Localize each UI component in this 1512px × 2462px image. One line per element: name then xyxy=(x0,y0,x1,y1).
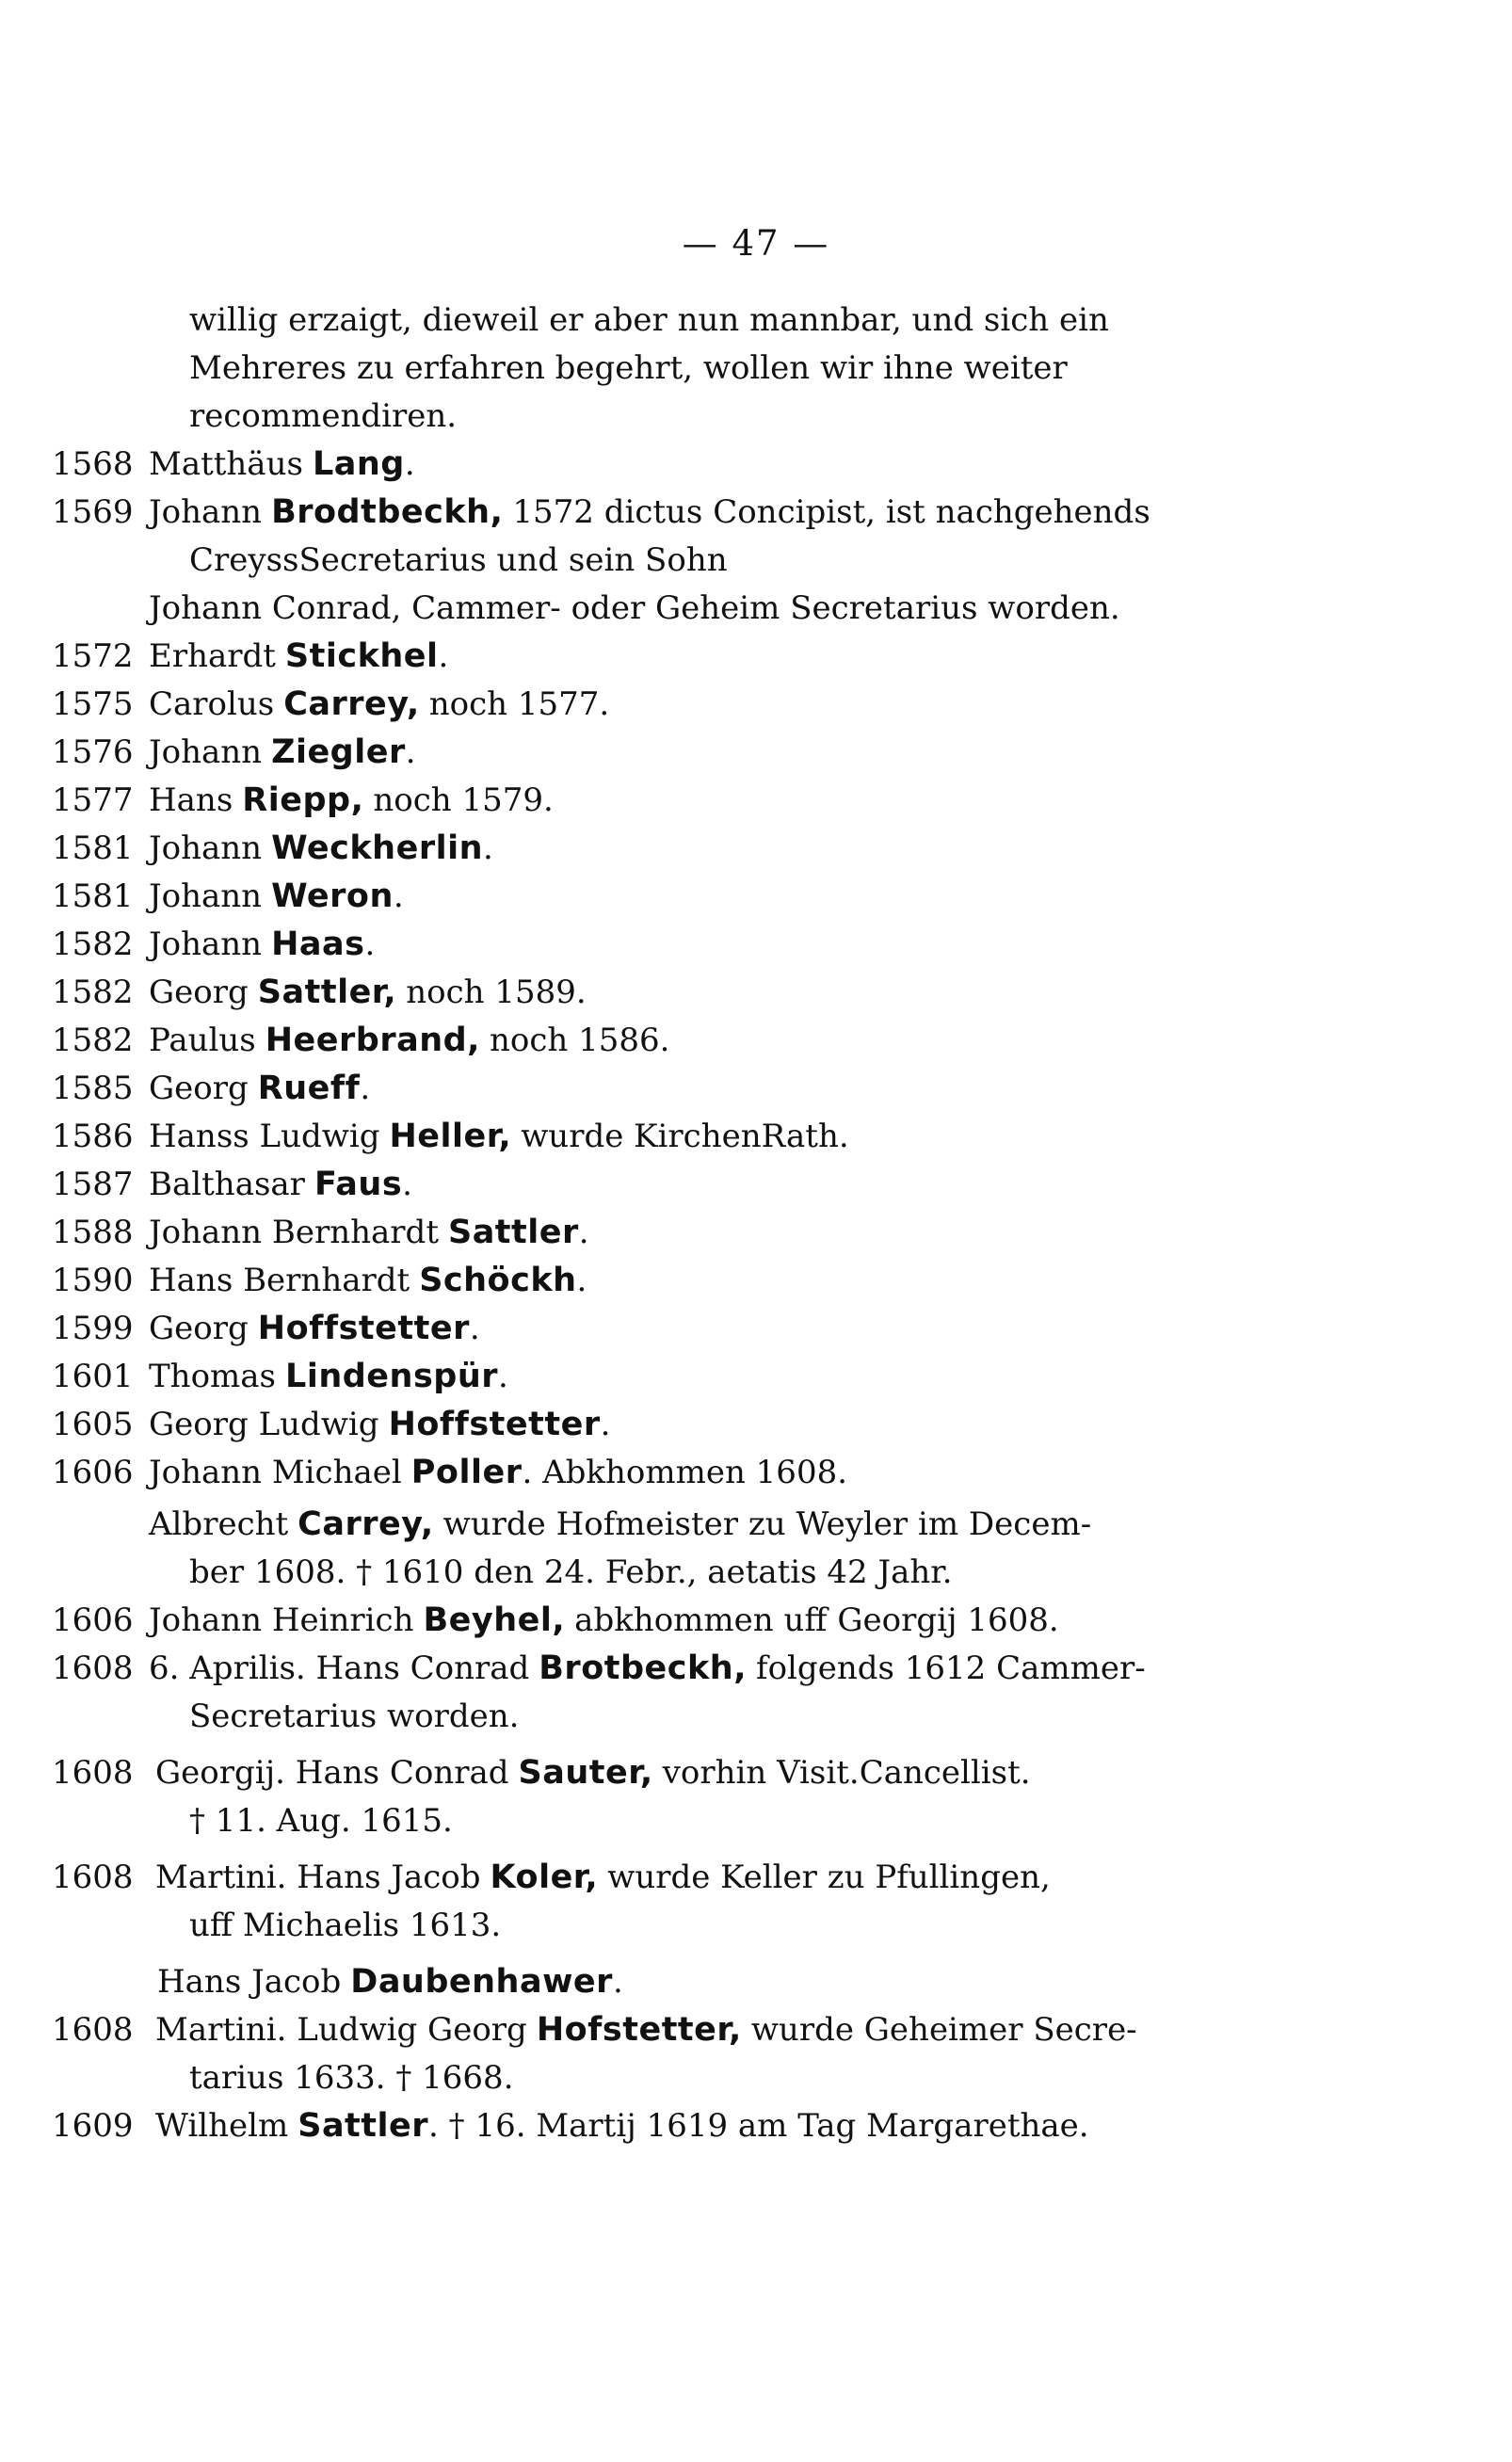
entry-year: 1577 xyxy=(52,781,134,819)
entry-given-name: Hans xyxy=(149,781,233,819)
entry-note: abkhommen uff Georgij 1608. xyxy=(574,1601,1059,1639)
entry-given-name: Georgij. Hans Conrad xyxy=(155,1754,509,1792)
entry-year: 1572 xyxy=(52,637,134,675)
continuation-line: † 11. Aug. 1615. xyxy=(189,1802,453,1840)
entry-text xyxy=(149,441,415,489)
entry-year: 1599 xyxy=(52,1310,134,1347)
entry-text xyxy=(149,873,404,921)
entry-text xyxy=(149,633,448,681)
register-entry xyxy=(52,2102,1224,2150)
entry-given-name: Johann xyxy=(149,829,263,867)
entry-note: wurde Hofmeister zu Weyler im Decem- xyxy=(442,1505,1092,1543)
entry-note: . † 16. Martij 1619 am Tag Margarethae. xyxy=(428,2107,1089,2145)
entry-given-name: Johann xyxy=(149,877,263,915)
continuation-line: CreyssSecretarius und sein Sohn xyxy=(189,541,728,579)
entry-surname: Hoffstetter xyxy=(388,1406,601,1443)
continuation-line: ber 1608. † 1610 den 24. Febr., aetatis 42 Jahr. xyxy=(189,1553,953,1591)
entry-year: 1581 xyxy=(52,877,134,915)
entry-note: wurde Keller zu Pfullingen, xyxy=(607,1859,1051,1896)
register-entry xyxy=(52,1854,1224,1902)
entry-surname: Hoffstetter xyxy=(257,1310,470,1347)
entry-surname: Rueff xyxy=(257,1070,361,1107)
entry-given-name: Georg xyxy=(149,1070,249,1107)
entry-text xyxy=(149,1449,847,1497)
entry-given-name: Thomas xyxy=(149,1358,277,1395)
entry-note: noch 1579. xyxy=(373,781,554,819)
page-number: — 47 — xyxy=(682,223,830,264)
entry-text xyxy=(149,1401,610,1449)
entry-surname: Sattler xyxy=(298,2107,429,2145)
entry-surname: Weckherlin xyxy=(271,829,484,867)
entry-note: vorhin Visit.Cancellist. xyxy=(662,1754,1031,1792)
entry-given-name: Johann xyxy=(149,733,263,771)
entry-given-name: Paulus xyxy=(149,1022,256,1059)
entry-note: . xyxy=(404,445,415,483)
register-entry xyxy=(52,921,1224,969)
entry-given-name: Georg xyxy=(149,974,249,1011)
entry-given-name: Carolus xyxy=(149,685,275,723)
entry-surname: Brotbeckh, xyxy=(539,1649,747,1687)
entry-given-name: Balthasar xyxy=(149,1166,305,1203)
continuation-line: uff Michaelis 1613. xyxy=(189,1907,502,1944)
entry-given-name: Johann Heinrich xyxy=(149,1601,414,1639)
entry-text xyxy=(149,969,587,1017)
entry-text xyxy=(149,1209,589,1257)
entry-note: . xyxy=(576,1262,587,1299)
entry-text xyxy=(149,1353,508,1401)
entry-given-name: Martini. Ludwig Georg xyxy=(155,2011,527,2049)
entry-given-name: Johann xyxy=(149,493,263,531)
register-entry xyxy=(52,1449,1224,1497)
entry-year: 1575 xyxy=(52,685,134,723)
entry-year: 1609 xyxy=(52,2107,134,2145)
entry-text xyxy=(149,681,609,729)
entry-note: 1572 dictus Concipist, ist nachgehends xyxy=(512,493,1150,531)
document-body xyxy=(52,297,1224,2150)
entry-given-name: Georg Ludwig xyxy=(149,1406,379,1443)
entry-note: wurde Geheimer Secre- xyxy=(750,2011,1137,2049)
entry-text xyxy=(149,489,1150,537)
entry-text xyxy=(149,1065,370,1113)
entry-year: 1568 xyxy=(52,445,134,483)
register-entry xyxy=(52,1645,1224,1693)
entry-text xyxy=(149,1161,412,1209)
entry-note: . xyxy=(405,733,416,771)
entry-given-name: Wilhelm xyxy=(155,2107,289,2145)
entry-note: . xyxy=(498,1358,508,1395)
intro-line: recommendiren. xyxy=(189,397,458,435)
entry-given-name: Johann xyxy=(149,925,263,963)
entry-surname: Lindenspür xyxy=(285,1358,499,1395)
entry-year: 1608 xyxy=(52,1859,134,1896)
register-entry xyxy=(52,873,1224,921)
entry-note: . xyxy=(438,637,449,675)
spacer xyxy=(52,1741,1224,1749)
intro-line: Mehreres zu erfahren begehrt, wollen wir ihne weiter xyxy=(189,349,1068,387)
entry-given-name: Martini. Hans Jacob xyxy=(155,1859,481,1896)
register-entry xyxy=(52,633,1224,681)
entry-year: 1588 xyxy=(52,1214,134,1251)
entry-given-name: Albrecht xyxy=(149,1505,289,1543)
entry-note: folgends 1612 Cammer- xyxy=(756,1649,1146,1687)
entry-text xyxy=(149,777,554,825)
entry-given-name: Johann Michael xyxy=(149,1454,402,1491)
entry-text xyxy=(155,2006,1137,2054)
entry-given-name: Hans Bernhardt xyxy=(149,1262,410,1299)
entry-note: . xyxy=(364,925,376,963)
register-entry xyxy=(52,969,1224,1017)
entry-text xyxy=(149,825,493,873)
entry-surname: Sauter, xyxy=(518,1754,653,1792)
entry-note: . xyxy=(469,1310,480,1347)
entry-year: 1586 xyxy=(52,1118,134,1155)
register-entry xyxy=(52,1113,1224,1161)
register-entry xyxy=(52,1305,1224,1353)
entry-surname: Haas xyxy=(271,925,365,963)
entry-note: . xyxy=(483,829,493,867)
entry-year: 1605 xyxy=(52,1406,134,1443)
entry-surname: Schöckh xyxy=(419,1262,577,1299)
entry-surname: Sattler, xyxy=(257,974,397,1011)
entry-year: 1608 xyxy=(52,2011,134,2049)
entry-year: 1582 xyxy=(52,925,134,963)
entry-given-name: Hanss Ludwig xyxy=(149,1118,380,1155)
register-entry xyxy=(52,777,1224,825)
continuation-entry xyxy=(52,1958,1224,2006)
entry-year: 1606 xyxy=(52,1454,134,1491)
entry-note: . xyxy=(402,1166,412,1203)
entry-year: 1582 xyxy=(52,1022,134,1059)
entry-surname: Daubenhawer xyxy=(350,1963,613,2001)
entry-note: noch 1586. xyxy=(489,1022,670,1059)
entry-note: noch 1577. xyxy=(428,685,610,723)
register-entry xyxy=(52,1161,1224,1209)
register-entry xyxy=(52,1353,1224,1401)
register-entry xyxy=(52,1209,1224,1257)
entry-year: 1608 xyxy=(52,1754,134,1792)
register-entry xyxy=(52,1401,1224,1449)
entry-text xyxy=(149,1257,587,1305)
entry-surname: Riepp, xyxy=(242,781,364,819)
register-entry xyxy=(52,489,1224,537)
entry-year: 1581 xyxy=(52,829,134,867)
entry-note: . xyxy=(393,877,404,915)
entry-text xyxy=(149,1017,669,1065)
register-entry xyxy=(52,1257,1224,1305)
register-entry xyxy=(52,1065,1224,1113)
entry-surname: Lang xyxy=(312,445,405,483)
register-entry xyxy=(52,2006,1224,2054)
entry-note: . xyxy=(612,1963,623,2001)
entry-text xyxy=(149,1305,480,1353)
entry-note: . xyxy=(360,1070,371,1107)
register-entry xyxy=(52,1597,1224,1645)
entry-text xyxy=(149,729,416,777)
entry-year: 1590 xyxy=(52,1262,134,1299)
entry-surname: Carrey, xyxy=(283,685,420,723)
entry-year: 1585 xyxy=(52,1070,134,1107)
entry-given-name: 6. Aprilis. Hans Conrad xyxy=(149,1649,530,1687)
entry-year: 1587 xyxy=(52,1166,134,1203)
entry-surname: Koler, xyxy=(490,1859,599,1896)
entry-text xyxy=(149,1113,849,1161)
continuation-entry xyxy=(52,1501,1224,1549)
intro-line: willig erzaigt, dieweil er aber nun mannbar, und sich ein xyxy=(189,301,1109,339)
entry-given-name: Hans Jacob xyxy=(157,1963,342,2001)
register-entry xyxy=(52,681,1224,729)
entry-surname: Hofstetter, xyxy=(536,2011,742,2049)
entry-given-name: Georg xyxy=(149,1310,249,1347)
continuation-line: Secretarius worden. xyxy=(189,1698,520,1735)
entry-surname: Heerbrand, xyxy=(265,1022,480,1059)
entry-text xyxy=(149,1645,1146,1693)
entry-text xyxy=(149,1597,1059,1645)
entry-surname: Poller xyxy=(410,1454,523,1491)
register-entry xyxy=(52,1017,1224,1065)
entry-surname: Ziegler xyxy=(271,733,406,771)
spacer xyxy=(52,1845,1224,1854)
entry-year: 1601 xyxy=(52,1358,134,1395)
continuation-line: Johann Conrad, Cammer- oder Geheim Secretarius worden. xyxy=(149,589,1120,627)
entry-text xyxy=(155,2102,1089,2150)
entry-surname: Carrey, xyxy=(298,1505,434,1543)
entry-year: 1582 xyxy=(52,974,134,1011)
register-entry xyxy=(52,825,1224,873)
entry-surname: Stickhel xyxy=(284,637,439,675)
entry-text xyxy=(149,921,375,969)
entry-year: 1576 xyxy=(52,733,134,771)
register-entry xyxy=(52,1749,1224,1797)
entry-surname: Brodtbeckh, xyxy=(271,493,504,531)
entry-surname: Sattler xyxy=(447,1214,579,1251)
entry-surname: Beyhel, xyxy=(423,1601,566,1639)
entry-note: . xyxy=(600,1406,611,1443)
entry-text xyxy=(155,1749,1031,1797)
spacer xyxy=(52,1950,1224,1958)
entry-year: 1569 xyxy=(52,493,134,531)
entry-surname: Heller, xyxy=(389,1118,512,1155)
entry-given-name: Matthäus xyxy=(149,445,303,483)
entry-note: wurde KirchenRath. xyxy=(521,1118,849,1155)
entry-surname: Weron xyxy=(271,877,394,915)
continuation-line: tarius 1633. † 1668. xyxy=(189,2059,514,2097)
entry-text xyxy=(155,1854,1051,1902)
entry-given-name: Erhardt xyxy=(149,637,276,675)
register-entry xyxy=(52,729,1224,777)
entry-year: 1608 xyxy=(52,1649,134,1687)
entry-year: 1606 xyxy=(52,1601,134,1639)
entry-note: . Abkhommen 1608. xyxy=(522,1454,848,1491)
register-entry xyxy=(52,441,1224,489)
entry-surname: Faus xyxy=(314,1166,403,1203)
entry-note: noch 1589. xyxy=(406,974,587,1011)
entry-note: . xyxy=(578,1214,589,1251)
entry-given-name: Johann Bernhardt xyxy=(149,1214,439,1251)
